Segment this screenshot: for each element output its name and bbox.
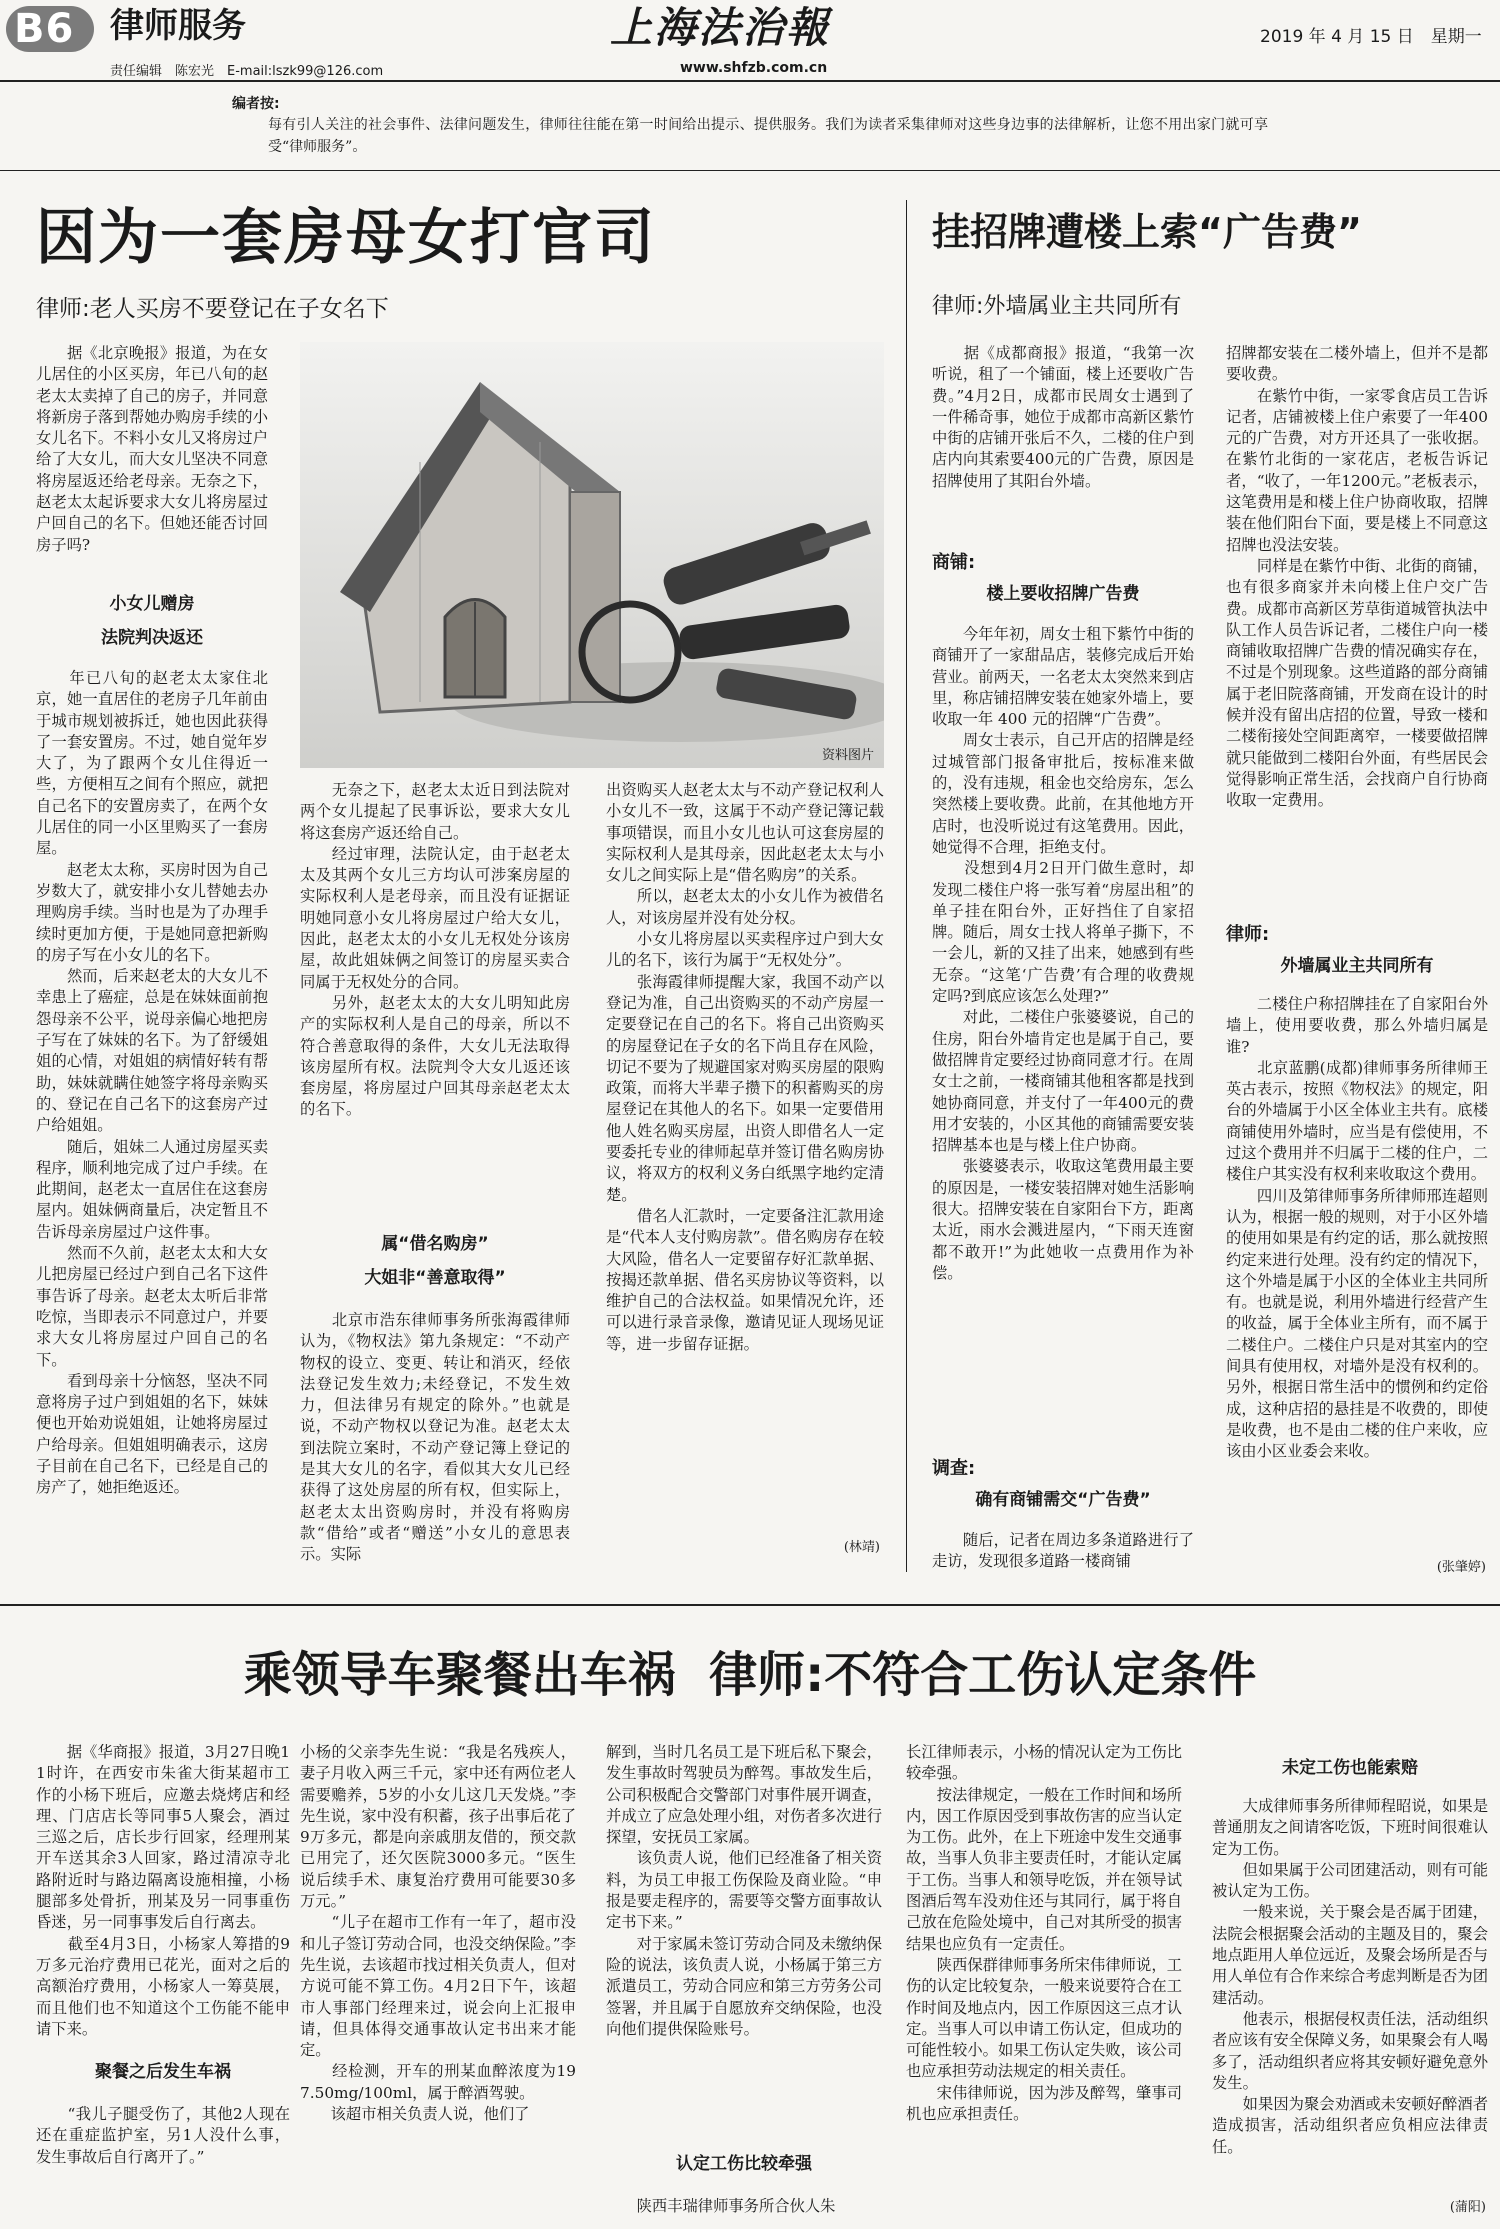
page-label: B6: [14, 6, 75, 52]
article3-col3-body-2: 陕西丰瑞律师事务所合伙人朱: [606, 2197, 836, 2215]
article3-headline: 乘领导车聚餐出车祸 律师:不符合工伤认定条件: [243, 1647, 1257, 1703]
article1-col1-intro: 据《北京晚报》报道，为在女儿居住的小区买房，年已八旬的赵老太太卖掉了自己的房子，并同意将新房子落到帮她办购房手续的小女儿名下。不料小女儿又将房过户给了大女儿，而大女儿坚决不同意将房屋返还给老母亲。无奈之下，赵老太太起诉要求大女儿将房屋过户回自己的名下。但她还能否讨回房子吗?: [36, 344, 268, 554]
house-keys-photo: [300, 342, 884, 768]
article3-col5-body: 大成律师事务所律师程昭说，如果是普通朋友之间请客吃饭，下班时间很难认定为工伤。 但如果属于公司团建活动，则有可能被认定为工伤。 一般来说，关于聚会是否属于团建，法院会根据聚会活动的主题及目的，聚会地点距用人单位远近，及聚会场所是否与用人单位有合作来综合考虑判断是否为团建活动。 他表示，根据侵权责任法，活动组织者应该有安全保障义务，如果聚会有人喝多了，活动组织者应将其安顿好避免意外发生。 如果因为聚会劝酒或未安顿好醉酒者造成损害，活动组织者应负相应法律责任。: [1212, 1797, 1488, 2156]
editor-note-text: 每有引人关注的社会事件、法律问题发生，律师往往能在第一时间给出提示、提供服务。我们为读者采集律师对这些身边事的法律解析，让您不用出家门就可享受“律师服务”。: [268, 117, 1268, 155]
article1-col2-body-1: 无奈之下，赵老太太近日到法院对两个女儿提起了民事诉讼，要求大女儿将这套房产返还给自己。 经过审理，法院认定，由于赵老太太及其两个女儿三方均认可涉案房屋的实际权利人是老母亲，而且没有证据证明她同意小女儿将房屋过户给大女儿，因此，赵老太太的小女儿无权处分该房屋，故此姐妹俩之间签订的房屋买卖合同属于无权处分的合同。 另外，赵老太太的大女儿明知此房产的实际权利人是自己的母亲，所以不符合善意取得的条件，大女儿无法取得该房屋所有权。法院判令大女儿返还该套房屋，将房屋过户回其母亲赵老太太的名下。: [300, 781, 570, 1119]
article2-colA-subhead-1: 楼上要收招牌广告费: [986, 584, 1140, 604]
article2-colB-label: 律师:: [1226, 924, 1270, 945]
article1-col3-body: 出资购买人赵老太太与不动产登记权利人小女儿不一致，这属于不动产登记簿记载事项错误，而且小女儿也认可这套房屋的实际权利人是其母亲，因此赵老太太与小女儿之间实际上是“借名购房”的关系。 所以，赵老太太的小女儿作为被借名人，对该房屋并没有处分权。 小女儿将房屋以买卖程序过户到大女儿的名下，该行为属于“无权处分”。 张海霞律师提醒大家，我国不动产以登记为准，自己出资购买的不动产房屋一定要登记在自己的名下。将自己出资购买的房屋登记在子女的名下尚且存在风险，切记不要为了规避国家对购买房屋的限购政策，而将大半辈子攒下的积蓄购买的房屋登记在其他人的名下。如果一定要借用他人姓名购买房屋，出资人即借名人一定要委托专业的律师起草并签订借名购房协议，将双方的权利义务白纸黑字地约定清楚。 借名人汇款时，一定要备注汇款用途是“代本人支付购房款”。借名购房存在较大风险，借名人一定要留存好汇款单据、按揭还款单据、借名买房协议等资料，以维护自己的合法权益。如果情况允许，还可以进行录音录像，邀请见证人现场见证等，进一步留存证据。: [606, 781, 884, 1353]
editor-line: 责任编辑 陈宏光 E-mail:lszk99@126.com: [110, 64, 384, 79]
article2-colA-label-1: 商铺:: [932, 552, 976, 573]
article1-col1-body: 年已八旬的赵老太太家住北京，她一直居住的老房子几年前由于城市规划被拆迁，她也因此获得了一套安置房。不过，她自觉年岁大了，为了跟两个女儿住得近一些，方便相互之间有个照应，就把自己名下的安置房卖了，在两个女儿居住的同一小区里购买了一套房屋。 赵老太太称，买房时因为自己岁数大了，就安排小女儿替她去办理购房手续。当时也是为了办理手续时更加方便，于是她同意把新购的房子写在小女儿的名下。 然而，后来赵老太的大女儿不幸患上了癌症，总是在妹妹面前抱怨母亲不公平，说母亲偏心地把房子写在了妹妹的名下。为了舒缓姐姐的心情，对姐姐的病情好转有帮助，妹妹就瞒住她签字将母亲购买的、登记在自己名下的这套房产过户给姐姐。 随后，姐妹二人通过房屋买卖程序，顺利地完成了过户手续。在此期间，赵老太一直居住在这套房屋内。姐妹俩商量后，决定暂且不告诉母亲房屋过户这件事。 然而不久前，赵老太太和大女儿把房屋已经过户到自己名下这件事告诉了母亲。赵老太太听后非常吃惊，当即表示不同意过户，并要求大女儿将房屋过户回自己的名下。 看到母亲十分恼怒，坚决不同意将房子过户到姐姐的名下，妹妹便也开始劝说姐姐，让她将房屋过户给母亲。但姐姐明确表示，这房子目前在自己名下，已经是自己的房产了，她拒绝返还。: [36, 669, 268, 1497]
article1-byline: (林靖): [843, 1540, 880, 1555]
article2-colA-label-2: 调查:: [932, 1458, 976, 1479]
article1-col2-body-2: 北京市浩东律师事务所张海霞律师认为，《物权法》第九条规定：“不动产物权的设立、变更、转让和消灭，经依法登记发生效力;未经登记，不发生效力，但法律另有规定的除外。”也就是说，不动产物权以登记为准。赵老太太到法院立案时，不动产登记簿上登记的是其大女儿的名字，看似其大女儿已经获得了这处房屋的所有权，但实际上，赵老太太出资购房时，并没有将购房款“借给”或者“赠送”小女儿的意思表示。实际: [300, 1311, 570, 1564]
date: 2019 年 4 月 15 日 星期一: [1260, 27, 1482, 47]
article2-colA-subhead-2: 确有商铺需交“广告费”: [975, 1490, 1151, 1510]
article3-col4-body: 长江律师表示，小杨的情况认定为工伤比较牵强。 按法律规定，一般在工作时间和场所内，因工作原因受到事故伤害的应当认定为工伤。此外，在上下班途中发生交通事故，当事人负非主要责任时，才能认定属于工伤。当事人和领导吃饭，并在领导试图酒后驾车没劝住还与其同行，属于将自己放在危险处境中，自己对其所受的损害结果也应负有一定责任。 陕西保群律师事务所宋伟律师说，工伤的认定比较复杂，一般来说要符合在工作时间及地点内，因工作原因这三点才认定。当事人可以申请工伤认定，但成功的可能性较小。如果工伤认定失败，该公司也应承担劳动法规定的相关责任。 宋伟律师说，因为涉及醉驾，肇事司机也应承担责任。: [906, 1743, 1182, 2124]
article3-col1-subhead: 聚餐之后发生车祸: [95, 2062, 231, 2082]
article1-photo-caption: 资料图片: [821, 748, 874, 763]
article3-col2-body: 小杨的父亲李先生说：“我是名残疾人，妻子月收入两三千元，家中还有两位老人需要赡养，5岁的小女儿这几天发烧。”李先生说，家中没有积蓄，孩子出事后花了9万多元，都是向亲戚朋友借的，预交款已用完了，还欠医院3000多元。“医生说后续手术、康复治疗费用可能要30多万元。” “儿子在超市工作有一年了，超市没和儿子签订劳动合同，也没交纳保险。”李先生说，去该超市找过相关负责人，但对方说可能不算工伤。4月2日下午，该超市人事部门经理来过，说会向上汇报申请，但具体得交通事故认定书出来才能定。 经检测，开车的刑某血醉浓度为197.50mg/100ml，属于醉酒驾驶。 该超市相关负责人说，他们了: [300, 1743, 576, 2124]
article1-col2-subhead-2: 大姐非“善意取得”: [364, 1268, 506, 1288]
article2-colB-subhead: 外墙属业主共同所有: [1280, 956, 1434, 976]
article3-col5-subhead: 未定工伤也能索赔: [1282, 1758, 1418, 1778]
article3-col1-body-2: “我儿子腿受伤了，其他2人现在还在重症监护室，另1人没什么事，发生事故后自行离开了。”: [36, 2105, 290, 2166]
article2-colA-body: 今年年初，周女士租下紫竹中街的商铺开了一家甜品店，装修完成后开始营业。前两天，一名老太太突然来到店里，称店铺招牌安装在她家外墙上，要收取一年 400 元的招牌“广告费”。 周女士表示，自己开店的招牌是经过城管部门报备审批后，按标准来做的，没有违规，租金也交给房东，怎么突然楼上要收费。此前，在其他地方开店时，也没听说过有这笔费用。因此，她觉得不合理，拒绝支付。 没想到4月2日开门做生意时，却发现二楼住户将一张写着“房屋出租”的单子挂在阳台外，正好挡住了自家招牌。随后，周女士找人将单子撕下，不一会儿，新的又挂了出来，她感到有些无奈。“这笔‘广告费’有合理的收费规定吗?到底应该怎么处理?” 对此，二楼住户张婆婆说，自己的住房，阳台外墙肯定也是属于自己，要做招牌肯定要经过协商同意才行。在周女士之前，一楼商铺其他租客都是找到她协商同意，并支付了一年400元的费用才安装的，小区其他的商铺需要安装招牌基本也是与楼上住户协商。 张婆婆表示，收取这笔费用最主要的原因是，一楼安装招牌对她生活影响很大。招牌安装在自家阳台下方，距离太近，雨水会溅进屋内，“下雨天连窗都不敢开!”为此她收一点费用作为补偿。: [932, 625, 1194, 1282]
article3-byline: (蒲阳): [1449, 2200, 1486, 2215]
paper-name-logo: 上海法治報: [610, 3, 831, 52]
editor-note-label: 编者按:: [232, 96, 280, 112]
article2-byline: (张肇婷): [1436, 1560, 1486, 1575]
article3-col3-subhead: 认定工伤比较牵强: [676, 2154, 812, 2174]
article1-col1-subhead-1: 小女儿赠房: [109, 594, 195, 614]
article3-col1-body: 据《华商报》报道，3月27日晚11时许，在西安市朱雀大街某超市工作的小杨下班后，应邀去烧烤店和经理、门店店长等同事5人聚会，酒过三巡之后，店长步行回家，经理刑某开车送其余3人回家，路过清凉寺北路附近时与路边隔离设施相撞，小杨腿部多处骨折，刑某及另一同事重伤昏迷，另一同事事发后自行离去。 截至4月3日，小杨家人筹措的9万多元治疗费用已花光，面对之后的高额治疗费用，小杨家人一筹莫展，而且他们也不知道这个工伤能不能申请下来。: [36, 1743, 290, 2038]
editor-note-rule: [0, 170, 1500, 171]
article2-headline: 挂招牌遭楼上索“广告费”: [932, 210, 1362, 254]
article1-photo: [300, 342, 884, 768]
article2-colB-body: 招牌都安装在二楼外墙上，但并不是都要收费。 在紫竹中街，一家零食店员工告诉记者，店铺被楼上住户索要了一年400元的广告费，对方开还具了一张收据。在紫竹北街的一家花店，老板告诉记者，“收了，一年1200元。”老板表示，这笔费用是和楼上住户协商收取，招牌装在他们阳台下面，要是楼上不同意这招牌也没法安装。 同样是在紫竹中街、北街的商铺，也有很多商家并未向楼上住户交广告费。成都市高新区芳草街道城管执法中队工作人员告诉记者，二楼住户向一楼商铺收取招牌广告费的情况确实存在，不过是个别现象。这些道路的部分商铺属于老旧院落商铺，开发商在设计的时候并没有留出店招的位置，导致一楼和二楼衔接处空间距离窄，一楼要做招牌就只能做到二楼阳台外面，有些居民会觉得影响正常生活，会找商户自行协商收取一定费用。: [1226, 344, 1488, 810]
article-divider-vertical: [906, 200, 907, 1572]
section-title: 律师服务: [110, 6, 246, 46]
masthead-rule: [0, 80, 1500, 82]
article2-colB-body-2: 二楼住户称招牌挂在了自家阳台外墙上，使用要收费，那么外墙归属是谁? 北京蓝鹏(成都)律师事务所律师王英古表示，按照《物权法》的规定，阳台的外墙属于小区全体业主共有。底楼商铺使用外墙时，应当是有偿使用，不过这个费用并不归属于二楼的住户，二楼住户其实没有权利来收取这个费用。 四川及第律师事务所律师邢连超则认为，根据一般的规则，对于小区外墙的使用如果是有约定的话，那么就按照约定来进行处理。没有约定的情况下，这个外墙是属于小区的全体业主共同所有。也就是说，利用外墙进行经营产生的收益，属于全体业主所有，而不属于二楼住户。二楼住户只是对其室内的空间具有使用权，对墙外是没有权利的。另外，根据日常生活中的惯例和约定俗成，这种店招的悬挂是不收费的，即使是收费，也不是由二楼的住户来收，应该由小区业委会来收。: [1226, 995, 1488, 1461]
article2-subhead: 律师:外墙属业主共同所有: [932, 294, 1182, 319]
article3-col3-body: 解到，当时几名员工是下班后私下聚会，发生事故时驾驶员为醉驾。事故发生后，公司积极配合交警部门对事件展开调查，并成立了应急处理小组，对伤者多次进行探望，安抚员工家属。 该负责人说，他们已经准备了相关资料，为员工申报工伤保险及商业险。“申报是要走程序的，需要等交警方面事故认定书下来。” 对于家属未签订劳动合同及未缴纳保险的说法，该负责人说，小杨属于第三方派遣员工，劳动合同应和第三方劳务公司签署，并且属于自愿放弃交纳保险，也没向他们提供保险账号。: [606, 1743, 882, 2038]
article2-colA-tail: 随后，记者在周边多条道路进行了走访，发现很多道路一楼商铺: [932, 1531, 1194, 1571]
website: www.shfzb.com.cn: [680, 60, 828, 76]
article1-subhead: 律师:老人买房不要登记在子女名下: [36, 296, 389, 322]
section-divider: [0, 1604, 1500, 1606]
article1-col2-subhead-1: 属“借名购房”: [381, 1234, 489, 1254]
article1-col1-subhead-2: 法院判决返还: [101, 628, 203, 648]
masthead: [0, 0, 1500, 90]
article1-headline: 因为一套房母女打官司: [36, 203, 656, 273]
article2-colA-intro: 据《成都商报》报道，“我第一次听说，租了一个铺面，楼上还要收广告费。”4月2日，成都市民周女士遇到了一件稀奇事，她位于成都市高新区紫竹中街的店铺开张后不久，二楼的住户到店内向其索要400元的广告费，原因是招牌使用了其阳台外墙。: [932, 344, 1194, 490]
